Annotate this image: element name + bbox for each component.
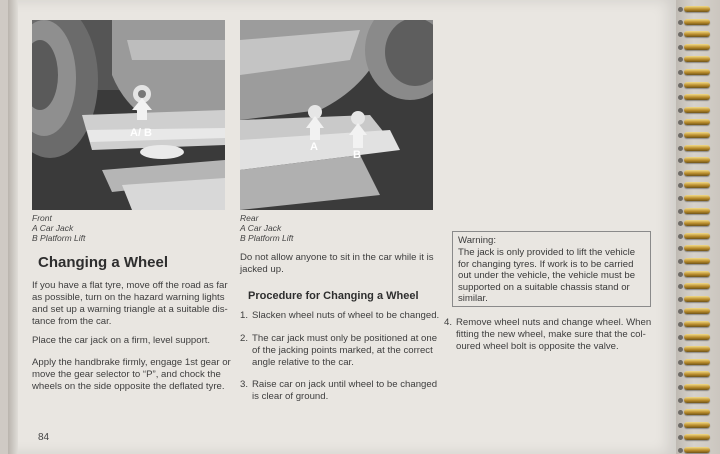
step-1 — [240, 310, 440, 322]
text-line: as possible, turn on the hazard warning lights — [32, 292, 225, 303]
binding-hole — [678, 284, 683, 289]
marker-a-label: A — [310, 141, 318, 153]
step-text — [252, 310, 439, 322]
binding-hole — [678, 423, 683, 428]
spiral-ring — [684, 170, 710, 176]
binding-hole — [678, 410, 683, 415]
spiral-ring — [684, 321, 710, 327]
binding-hole — [678, 385, 683, 390]
step-4 — [444, 317, 654, 353]
spiral-ring — [684, 208, 710, 214]
paragraph-do-not-sit — [240, 252, 440, 276]
binding-hole — [678, 7, 683, 12]
text-line: angle relative to the car. — [252, 357, 354, 368]
text-line: fitting the new wheel, make sure that the col- — [456, 329, 646, 340]
binding-hole — [678, 309, 683, 314]
binding-hole — [678, 347, 683, 352]
text-line: tance from the car. — [32, 316, 112, 327]
rear-photo-caption — [240, 213, 293, 243]
binding-hole — [678, 209, 683, 214]
binding-hole — [678, 108, 683, 113]
text-line: supported on a suitable chassis stand or — [458, 281, 630, 293]
text-line: move the gear selector to “P”, and chock the — [32, 369, 221, 380]
binding-hole — [678, 120, 683, 125]
spiral-ring — [684, 157, 710, 163]
page-number: 84 — [38, 432, 50, 443]
binding-hole — [678, 234, 683, 239]
caption-line: Front — [32, 213, 52, 223]
text-line: oured wheel bolt is opposite the valve. — [456, 341, 619, 352]
spiral-ring — [684, 434, 710, 440]
spiral-ring — [684, 82, 710, 88]
binding-hole — [678, 335, 683, 340]
text-line: similar. — [458, 293, 488, 304]
marker-b-label: B — [353, 149, 361, 161]
spiral-ring — [684, 409, 710, 415]
binding-hole — [678, 360, 683, 365]
spiral-ring — [684, 271, 710, 277]
warning-box — [452, 231, 651, 307]
caption-line: A Car Jack — [32, 223, 74, 233]
spiral-ring — [684, 132, 710, 138]
binding-hole — [678, 435, 683, 440]
binding-hole — [678, 196, 683, 201]
step-text — [252, 379, 437, 403]
step-2 — [240, 333, 440, 369]
binding-hole — [678, 95, 683, 100]
marker-b-label: B — [144, 127, 152, 139]
binding-hole — [678, 448, 683, 453]
text-line: is clear of ground. — [252, 391, 329, 402]
text-line: Apply the handbrake firmly, engage 1st gear or — [32, 357, 231, 368]
spiral-ring — [684, 447, 710, 453]
warning-title: Warning: — [458, 235, 497, 246]
binding-hole — [678, 32, 683, 37]
spiral-ring — [684, 107, 710, 113]
binding-hole — [678, 246, 683, 251]
step-text — [456, 317, 651, 353]
paragraph-jack-support — [32, 335, 232, 347]
step-number: 1. — [240, 310, 249, 321]
binding-hole — [678, 83, 683, 88]
procedure-heading: Procedure for Changing a Wheel — [248, 290, 419, 302]
spiral-ring — [684, 296, 710, 302]
text-line: The car jack must only be positioned at one — [252, 333, 438, 344]
marker-slash: / — [138, 127, 142, 139]
spiral-ring — [684, 245, 710, 251]
spiral-ring — [684, 371, 710, 377]
spiral-ring — [684, 6, 710, 12]
spiral-ring — [684, 258, 710, 264]
front-jacking-photo — [32, 20, 225, 210]
spiral-ring — [684, 422, 710, 428]
spiral-ring — [684, 56, 710, 62]
spiral-ring — [684, 283, 710, 289]
step-number: 2. — [240, 333, 249, 344]
spiral-ring — [684, 233, 710, 239]
step-3 — [240, 379, 440, 403]
text-line: and set up a warning triangle at a suitable dis- — [32, 304, 228, 315]
caption-line: A Car Jack — [240, 223, 282, 233]
text-line: Raise car on jack until wheel to be changed — [252, 379, 438, 390]
binding-hole — [678, 259, 683, 264]
caption-line: Rear — [240, 213, 259, 223]
spiral-binding — [676, 0, 720, 454]
spiral-ring — [684, 359, 710, 365]
rear-jacking-photo — [240, 20, 433, 210]
binding-hole — [678, 171, 683, 176]
text-line: Do not allow anyone to sit in the car while it is — [240, 252, 434, 263]
spiral-ring — [684, 220, 710, 226]
text-line: out under the vehicle, the vehicle must be — [458, 270, 636, 281]
caption-line: B Platform Lift — [240, 233, 294, 243]
text-line: The jack is only provided to lift the vehicle — [458, 247, 636, 258]
binding-hole — [678, 372, 683, 377]
page-gutter — [8, 0, 18, 454]
binding-hole — [678, 183, 683, 188]
paragraph-flat-tyre — [32, 280, 232, 328]
binding-hole — [678, 146, 683, 151]
text-line: Slacken wheel nuts of wheel to be changed. — [252, 310, 440, 321]
spiral-ring — [684, 182, 710, 188]
step-number: 4. — [444, 317, 453, 328]
binding-hole — [678, 398, 683, 403]
binding-hole — [678, 322, 683, 327]
text-line: for changing tyres. If work is to be carried — [458, 258, 634, 270]
text-line: of the jacking points marked, at the correct — [252, 345, 433, 356]
binding-hole — [678, 45, 683, 50]
binding-hole — [678, 297, 683, 302]
binding-hole — [678, 272, 683, 277]
binding-hole — [678, 133, 683, 138]
spiral-ring — [684, 384, 710, 390]
text-line: wheels on the side opposite the deflated tyre. — [32, 381, 225, 392]
step-text — [252, 333, 437, 369]
front-photo-caption — [32, 213, 85, 243]
step-number: 3. — [240, 379, 249, 390]
spiral-ring — [684, 44, 710, 50]
caption-line: B Platform Lift — [32, 233, 86, 243]
section-heading: Changing a Wheel — [38, 254, 169, 271]
spiral-ring — [684, 334, 710, 340]
binding-hole — [678, 221, 683, 226]
spiral-ring — [684, 145, 710, 151]
spiral-ring — [684, 397, 710, 403]
text-line: Place the car jack on a firm, level support. — [32, 335, 211, 346]
marker-a-label: A — [130, 127, 138, 139]
spiral-ring — [684, 308, 710, 314]
binding-hole — [678, 70, 683, 75]
spiral-ring — [684, 69, 710, 75]
binding-hole — [678, 57, 683, 62]
spiral-ring — [684, 94, 710, 100]
paragraph-handbrake — [32, 357, 232, 393]
binding-hole — [678, 158, 683, 163]
warning-body — [458, 247, 645, 305]
text-line: Remove wheel nuts and change wheel. When — [456, 317, 652, 328]
spiral-ring — [684, 31, 710, 37]
binding-hole — [678, 20, 683, 25]
text-line: If you have a flat tyre, move off the road as far — [32, 280, 228, 291]
text-line: jacked up. — [240, 264, 284, 275]
spiral-ring — [684, 346, 710, 352]
spiral-ring — [684, 195, 710, 201]
spiral-ring — [684, 119, 710, 125]
spiral-ring — [684, 19, 710, 25]
manual-page — [8, 0, 676, 454]
